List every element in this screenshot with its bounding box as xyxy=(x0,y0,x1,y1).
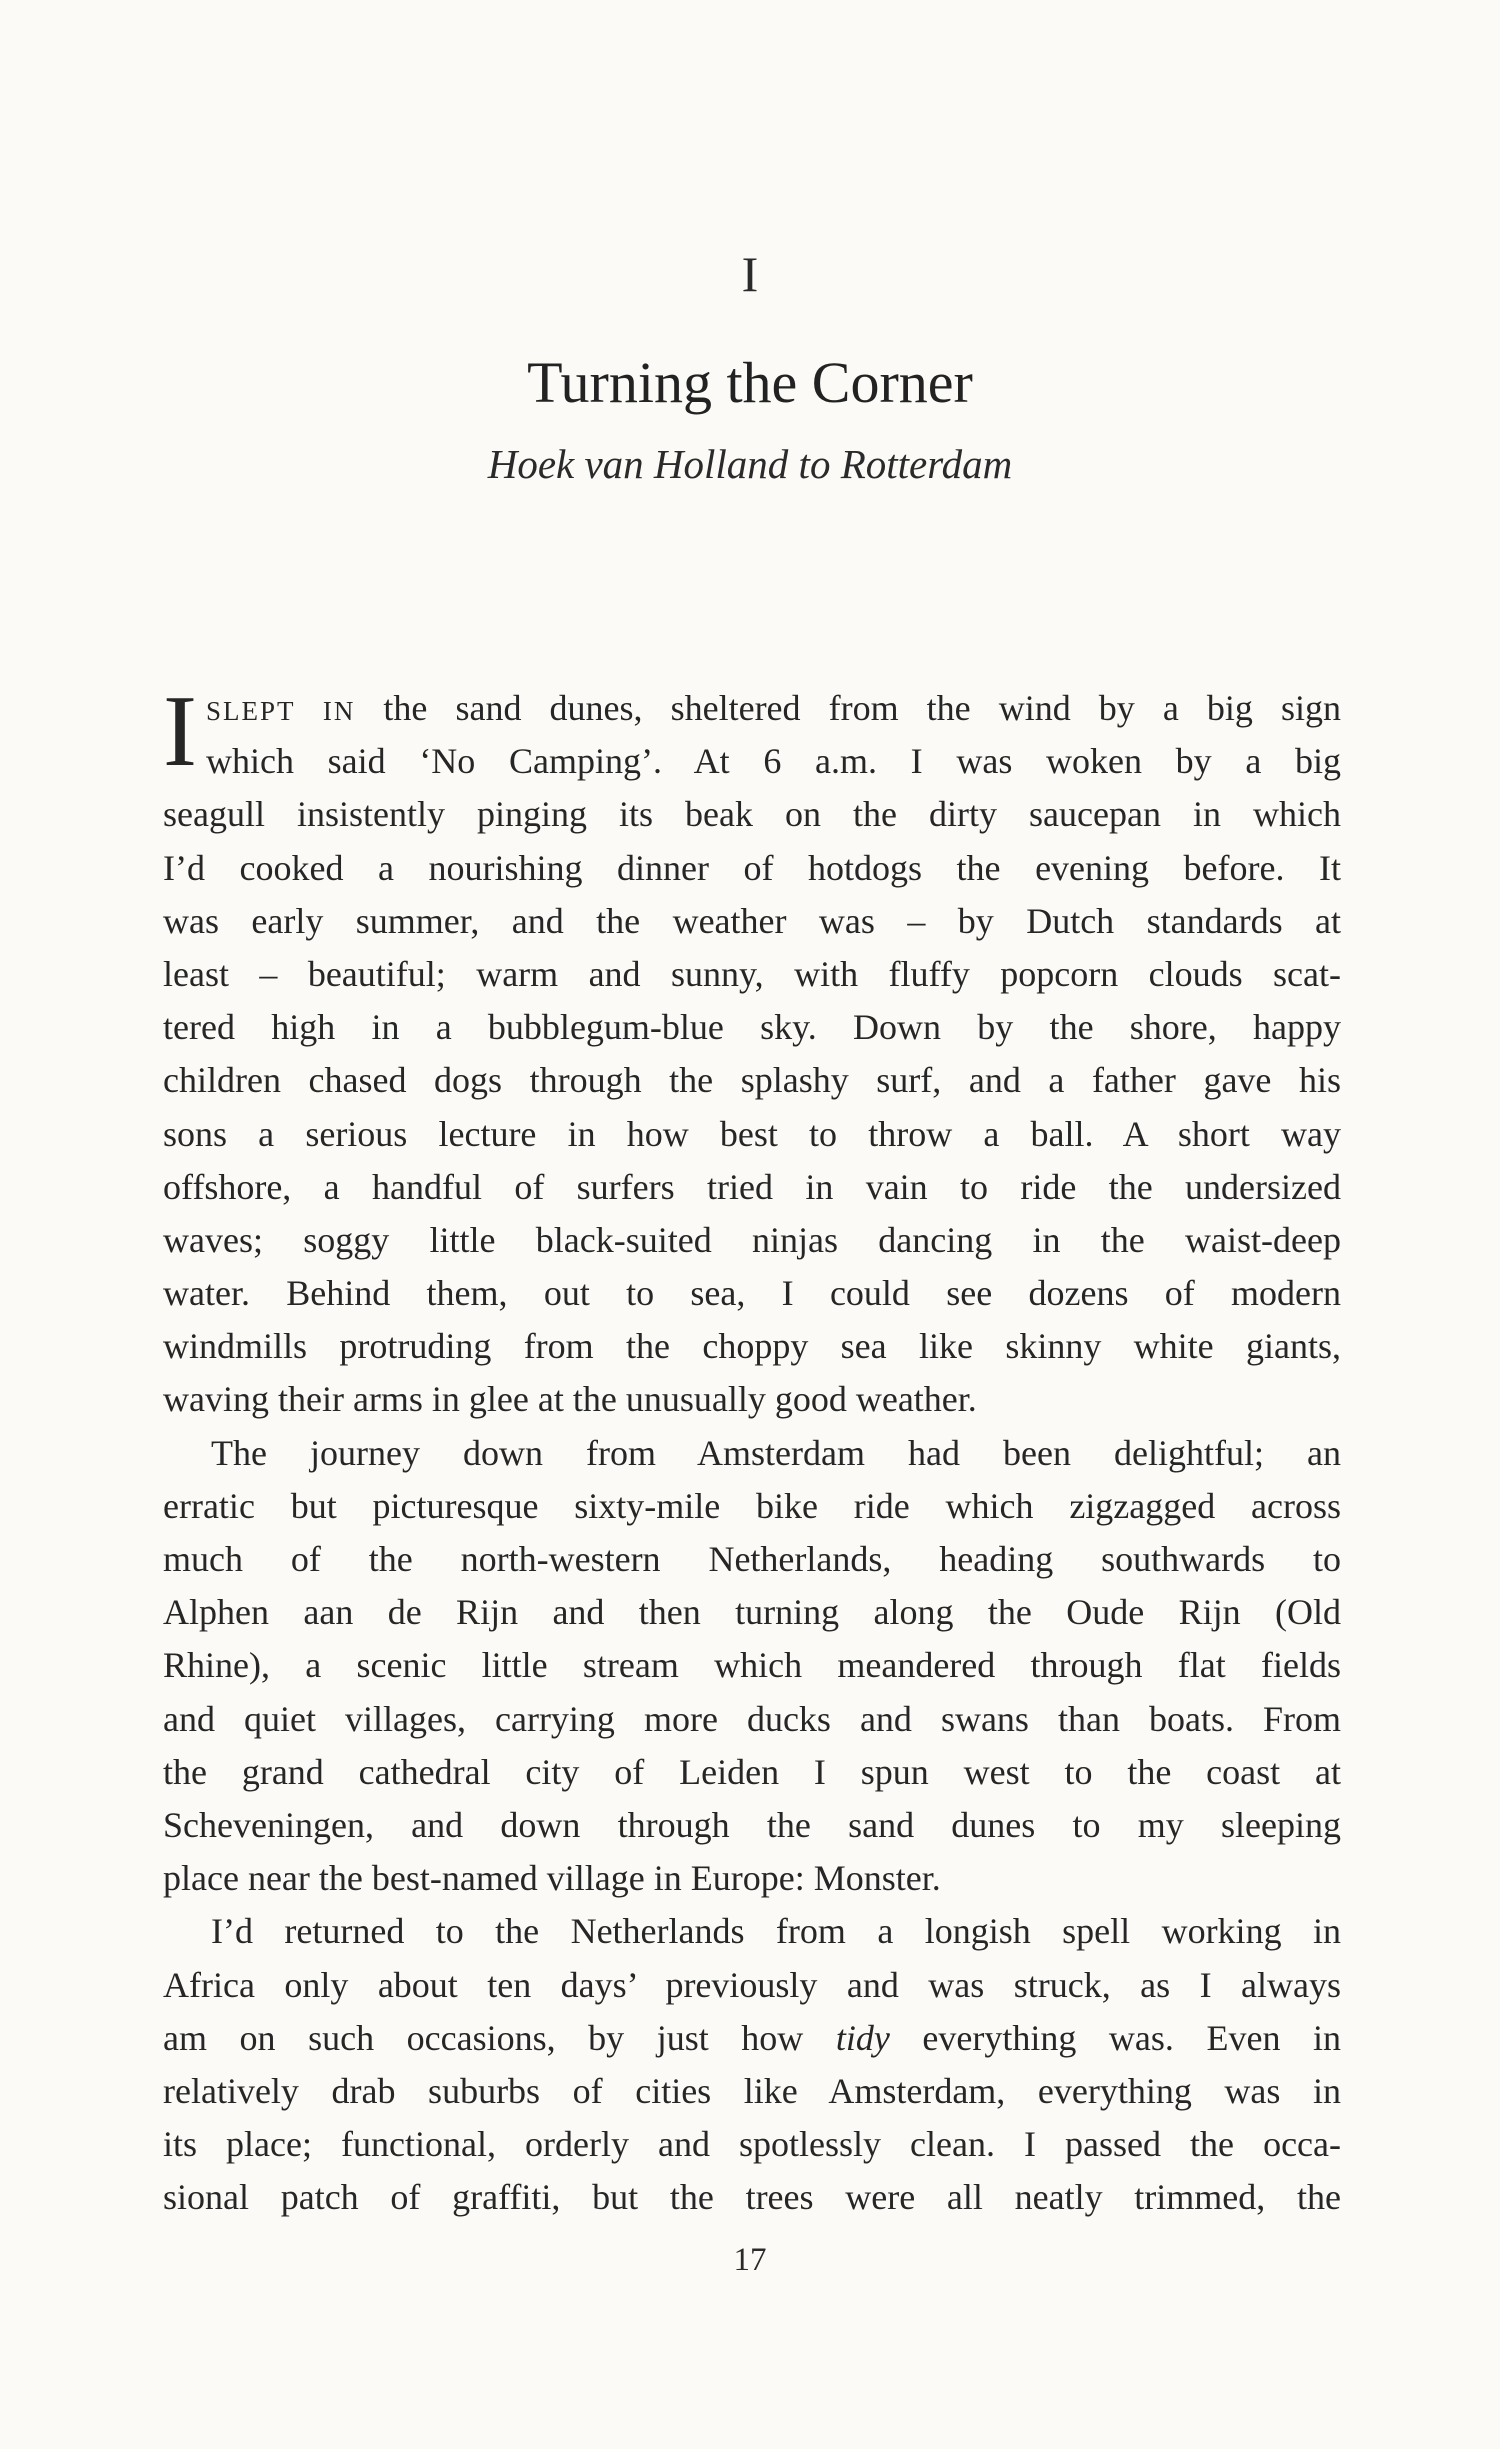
body-line: Alphen aan de Rijn and then turning along the Oude Rijn (Old xyxy=(163,1592,1341,1633)
body-line: place near the best-named village in Europe: Monster. xyxy=(163,1858,941,1899)
body-line: tered high in a bubblegum-blue sky. Down by the shore, happy xyxy=(163,1007,1341,1048)
body-text-fragment: am on such occasions, by just how xyxy=(163,2017,836,2058)
drop-cap: I xyxy=(163,675,197,788)
chapter-number: I xyxy=(741,246,759,302)
body-line: Africa only about ten days’ previously and was struck, as I always xyxy=(163,1964,1341,2005)
body-line xyxy=(163,2012,1341,2065)
body-line: Scheveningen, and down through the sand dunes to my sleeping xyxy=(163,1804,1341,1845)
chapter-body xyxy=(163,675,1342,2224)
body-text-fragment: everything was. Even in xyxy=(889,2017,1342,2058)
body-line: relatively drab suburbs of cities like Amsterdam, everything was in xyxy=(163,2070,1341,2111)
body-line: Rhine), a scenic little stream which meandered through flat fields xyxy=(163,1645,1341,1686)
body-text-fragment: the sand dunes, sheltered from the wind by a big sign xyxy=(355,688,1341,728)
body-line: water. Behind them, out to sea, I could see dozens of modern xyxy=(163,1273,1341,1314)
body-line: sons a serious lecture in how best to throw a ball. A short way xyxy=(163,1113,1341,1154)
chapter-title: Turning the Corner xyxy=(527,350,973,415)
body-line: I’d returned to the Netherlands from a longish spell working in xyxy=(211,1911,1341,1952)
chapter-subtitle: Hoek van Holland to Rotterdam xyxy=(487,441,1013,487)
body-line: I’d cooked a nourishing dinner of hotdogs the evening before. It xyxy=(163,847,1341,888)
small-caps-opening: SLEPT IN xyxy=(206,696,356,726)
emphasized-word: tidy xyxy=(835,2017,890,2058)
body-line: seagull insistently pinging its beak on the dirty saucepan in which xyxy=(163,794,1341,835)
body-line: its place; functional, orderly and spotlessly clean. I passed the occa- xyxy=(163,2124,1341,2165)
body-line: much of the north-western Netherlands, heading southwards to xyxy=(163,1539,1341,1579)
body-line: offshore, a handful of surfers tried in vain to ride the undersized xyxy=(163,1166,1341,1207)
body-line: which said ‘No Camping’. At 6 a.m. I was woken by a big xyxy=(206,741,1341,782)
body-line: The journey down from Amsterdam had been delightful; an xyxy=(211,1432,1341,1473)
body-line: erratic but picturesque sixty-mile bike ride which zigzagged across xyxy=(163,1485,1341,1526)
body-line: children chased dogs through the splashy surf, and a father gave his xyxy=(163,1060,1341,1101)
body-line: least – beautiful; warm and sunny, with fluffy popcorn clouds scat- xyxy=(163,953,1341,994)
body-line: was early summer, and the weather was – by Dutch standards at xyxy=(163,900,1341,941)
body-line: and quiet villages, carrying more ducks and swans than boats. From xyxy=(163,1698,1341,1739)
body-line: the grand cathedral city of Leiden I spun west to the coast at xyxy=(163,1751,1341,1792)
body-line: windmills protruding from the choppy sea like skinny white giants, xyxy=(163,1326,1341,1367)
body-line: sional patch of graffiti, but the trees were all neatly trimmed, the xyxy=(163,2177,1341,2218)
body-line: waving their arms in glee at the unusually good weather. xyxy=(163,1379,977,1420)
body-line: waves; soggy little black-suited ninjas dancing in the waist-deep xyxy=(163,1219,1341,1260)
page-number: 17 xyxy=(733,2242,767,2278)
